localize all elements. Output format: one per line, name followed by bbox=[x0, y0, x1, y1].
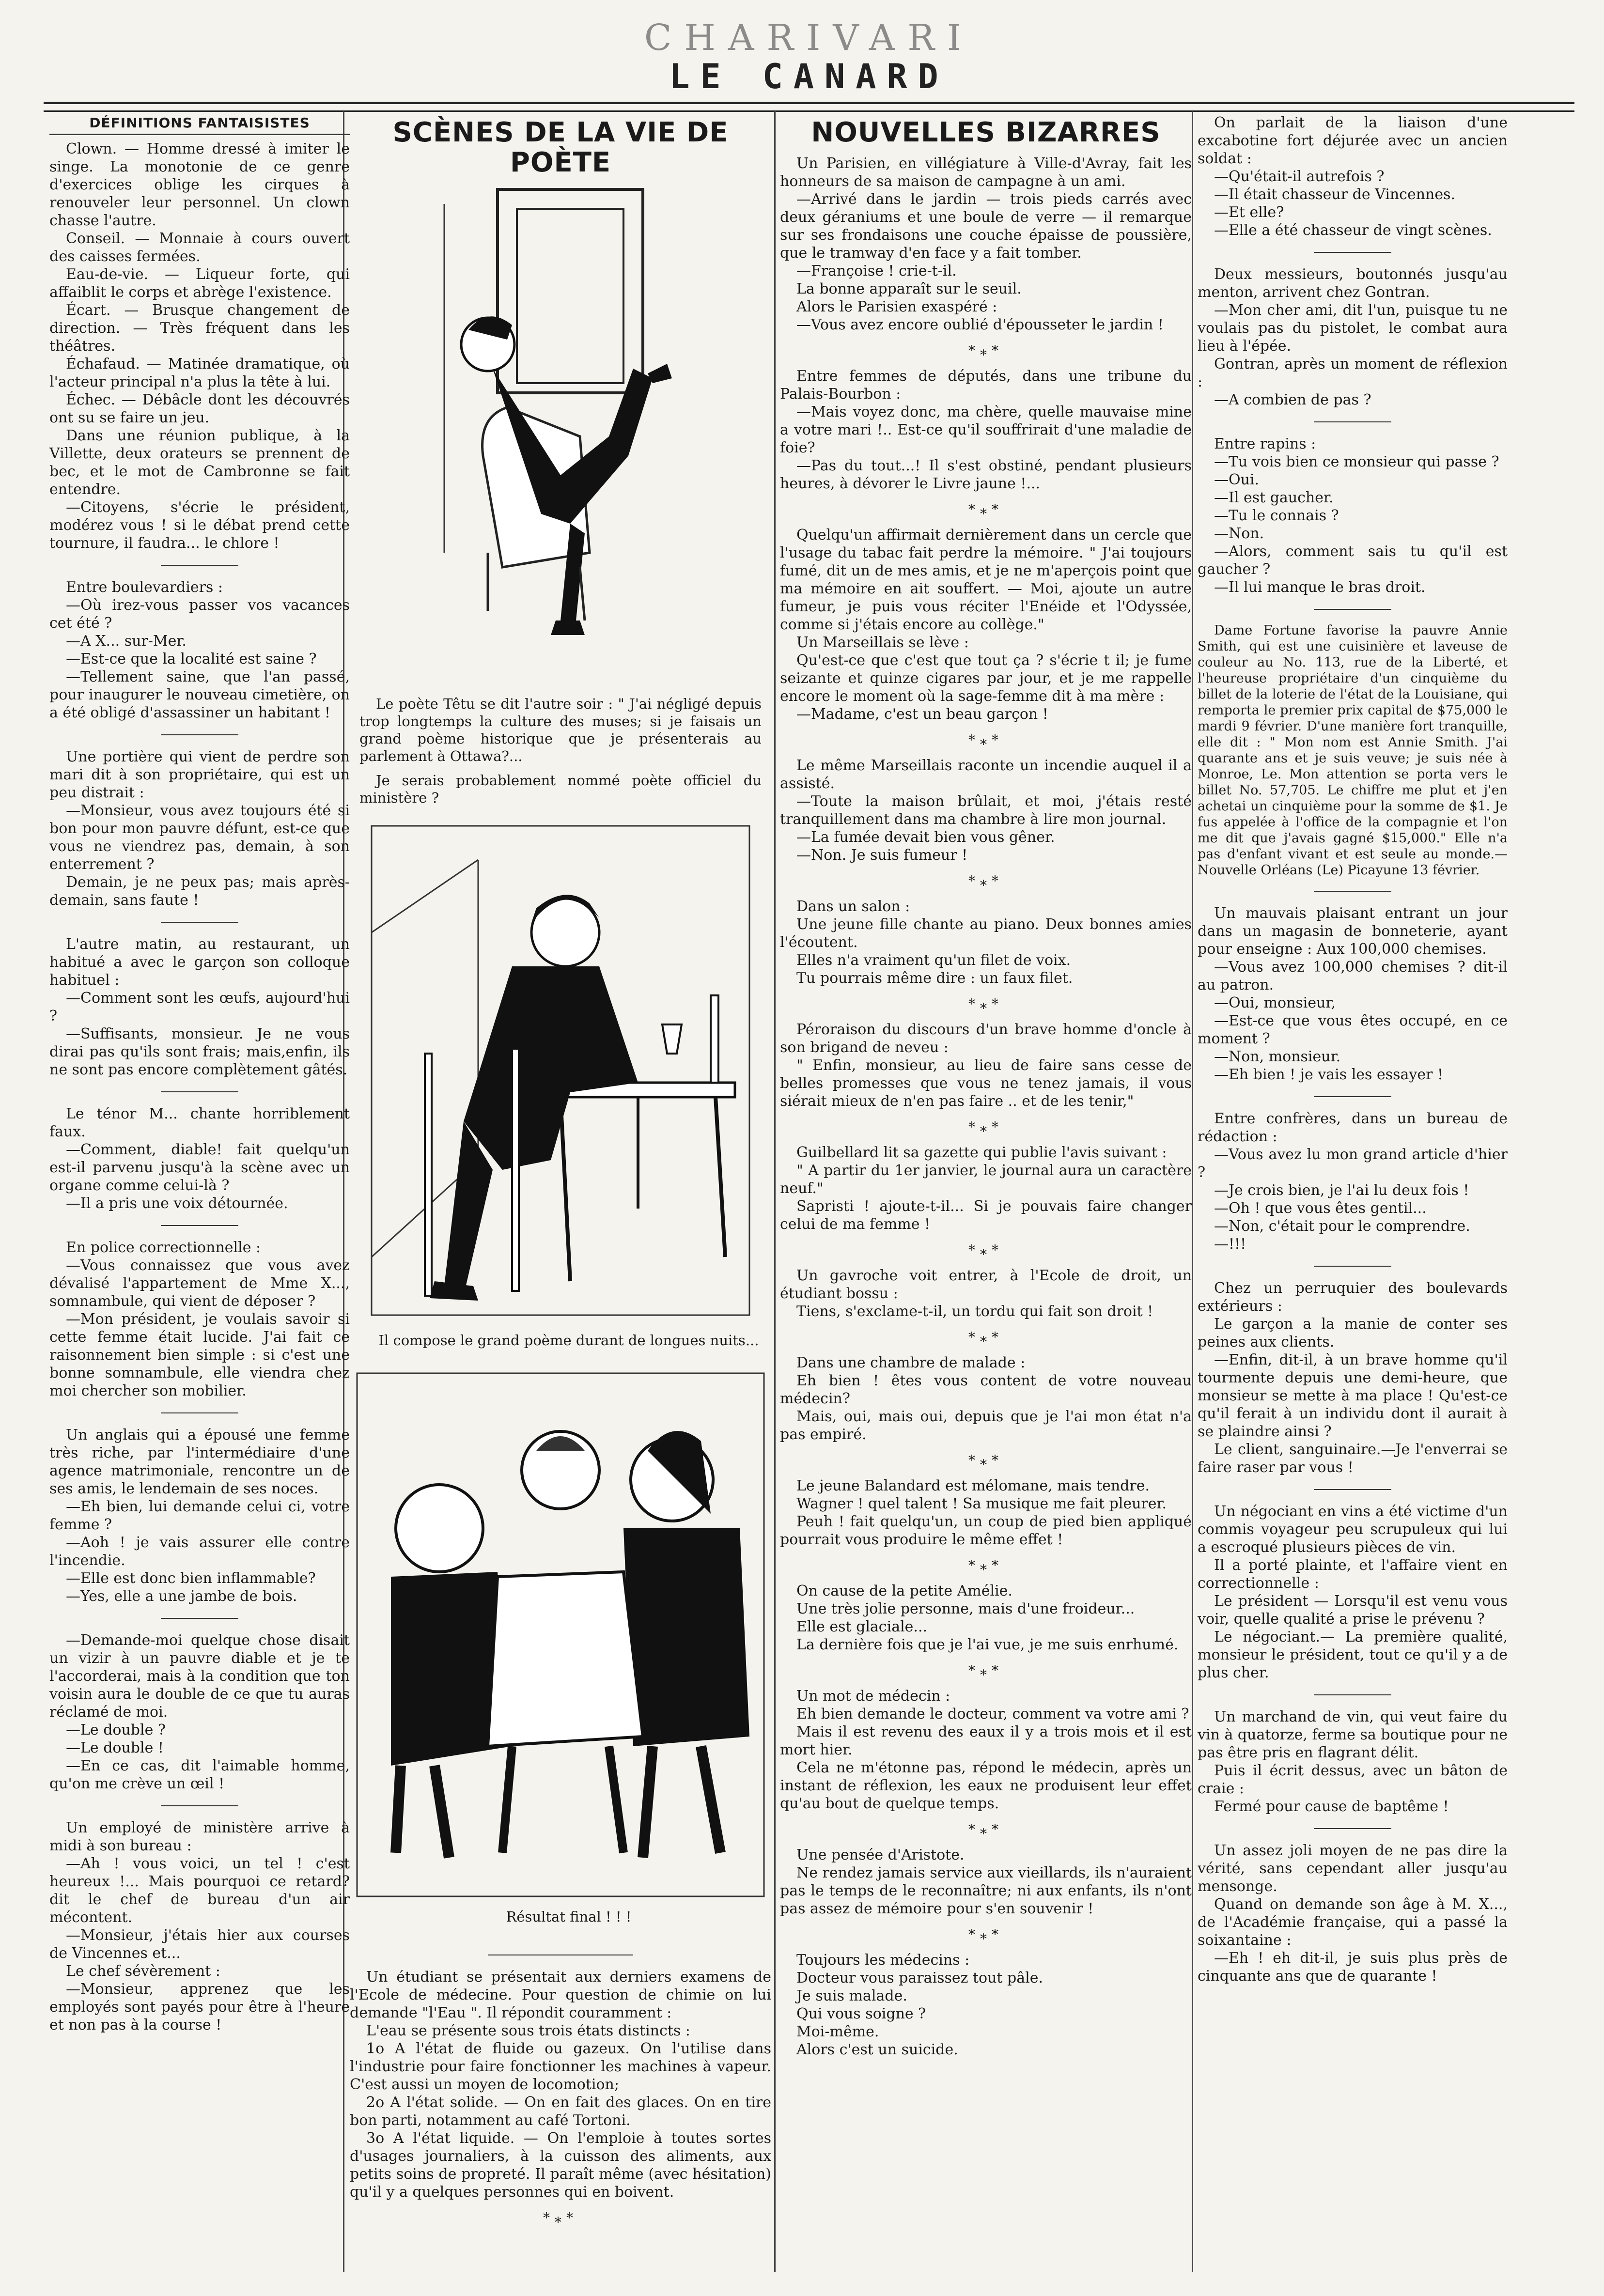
separator bbox=[1314, 609, 1391, 610]
student-text: 2o A l'état solide. — On en fait des glaces. On en tire bon parti, notamment au café Tortoni. bbox=[350, 2094, 771, 2129]
separator bbox=[1314, 1096, 1391, 1097]
anecdote-line: Tu pourrais même dire : un faux filet. bbox=[796, 970, 1073, 987]
anecdote-line: Chez un perruquier des boulevards extérieurs : bbox=[1198, 1280, 1508, 1315]
anecdote-line: —Qu'était-il autrefois ? bbox=[1214, 168, 1385, 185]
anecdote-line: Alors c'est un suicide. bbox=[796, 2041, 958, 2058]
anecdote-line: —Oh ! que vous êtes gentil... bbox=[1214, 1200, 1427, 1217]
stars-separator: *⁎* bbox=[968, 1242, 1003, 1258]
anecdote-line: La bonne apparaît sur le seuil. bbox=[796, 280, 1022, 297]
separator bbox=[1314, 421, 1391, 422]
caption-1b: Je serais probablement nommé poète officiel du ministère ? bbox=[359, 772, 762, 806]
anecdote-line: Un gavroche voit entrer, à l'Ecole de droit, un étudiant bossu : bbox=[780, 1267, 1192, 1302]
illustration-poet-desk bbox=[367, 821, 754, 1325]
anecdote-line: Puis il écrit dessus, avec un bâton de craie : bbox=[1198, 1762, 1508, 1797]
stars-separator: *⁎* bbox=[968, 1557, 1003, 1573]
separator bbox=[1314, 1489, 1391, 1490]
separator bbox=[1314, 1828, 1391, 1829]
anecdote-line: Le même Marseillais raconte un incendie auquel il a assisté. bbox=[780, 757, 1192, 792]
column-3-anecdotes bbox=[780, 155, 1192, 2059]
anecdote-line: —La fumée devait bien vous gêner. bbox=[796, 829, 1055, 846]
anecdote-line: Sapristi ! ajoute-t-il... Si je pouvais faire changer celui de ma femme ! bbox=[780, 1198, 1192, 1233]
anecdote-line: —Comment, diable! fait quelqu'un est-il parvenu jusqu'à la scène avec un organe comme celui-là ? bbox=[49, 1141, 350, 1194]
anecdote-line: —Non, monsieur. bbox=[1214, 1048, 1341, 1065]
separator bbox=[1314, 891, 1391, 892]
anecdote-line: Ne rendez jamais service aux vieillards, ils n'auraient pas le temps de le reconnaître; ni aux enfants, ils n'ont pas assez de mémoire pour s'en souvenir ! bbox=[780, 1864, 1192, 1917]
anecdote-line: —Il était chasseur de Vincennes. bbox=[1214, 186, 1456, 203]
anecdote-line: On parlait de la liaison d'une excabotine fort déjurée avec un ancien soldat : bbox=[1198, 114, 1508, 167]
anecdote-line: —Enfin, dit-il, à un brave homme qu'il tourmente depuis une demi-heure, que monsieur se mette à ma place ! Qu'est-ce qu'il ferait à un individu dont il aurait à se plaindre ainsi ? bbox=[1198, 1351, 1508, 1440]
anecdote-line: —Demande-moi quelque chose disait un vizir à un pauvre diable et je te l'accorderai, mais à la condition que ton voisin aura le double de ce que tu auras réclamé de moi. bbox=[49, 1632, 350, 1721]
anecdote-line: —Mais voyez donc, ma chère, quelle mauvaise mine a votre mari !.. Est-ce qu'il souffrirait d'une maladie de foie? bbox=[780, 403, 1192, 456]
stars-separator: *⁎* bbox=[968, 873, 1003, 889]
anecdote-line: Je suis malade. bbox=[796, 1987, 907, 2004]
column-1 bbox=[49, 114, 350, 2034]
masthead-title: LE CANARD bbox=[669, 57, 949, 96]
anecdote-line: —Non. Je suis fumeur ! bbox=[796, 847, 968, 864]
anecdote-line: —Vous connaissez que vous avez dévalisé l'appartement de Mme X..., somnambule, qui vient de déposer ? bbox=[49, 1257, 350, 1310]
anecdote-line: —Est-ce que la localité est saine ? bbox=[66, 651, 317, 667]
anecdote-line: Gontran, après un moment de réflexion : bbox=[1198, 356, 1508, 390]
anecdote-line: —Non, c'était pour le comprendre. bbox=[1214, 1218, 1470, 1235]
masthead-top-title: CHARIVARI bbox=[644, 17, 974, 59]
stars-separator: *⁎* bbox=[968, 1662, 1003, 1678]
stars-separator: *⁎* bbox=[968, 1329, 1003, 1345]
stars-separator: *⁎* bbox=[968, 732, 1003, 748]
column-3-heading: NOUVELLES BIZARRES bbox=[811, 117, 1161, 148]
caption-2: Il compose le grand poème durant de longues nuits... bbox=[378, 1332, 759, 1349]
definition: Eau-de-vie. — Liqueur forte, qui affaiblit le corps et abrège l'existence. bbox=[49, 266, 350, 301]
anecdote-line: —Mon président, je voulais savoir si cette femme était lucide. J'ai fait ce raisonnement bien simple : si c'est une bonne somnambule, elle viendra chez moi chercher son mobilier. bbox=[49, 1311, 350, 1399]
anecdote-line: L'autre matin, au restaurant, un habitué a avec le garçon son colloque habituel : bbox=[49, 936, 350, 989]
anecdote-line: —Eh ! eh dit-il, je suis plus près de cinquante ans que de quarante ! bbox=[1198, 1950, 1508, 1985]
anecdote-line: Eh bien demande le docteur, comment va votre ami ? bbox=[796, 1706, 1189, 1722]
anecdote-line: Toujours les médecins : bbox=[796, 1952, 970, 1969]
anecdote-line: Un employé de ministère arrive à midi à son bureau : bbox=[49, 1819, 350, 1854]
anecdote-line: —Toute la maison brûlait, et moi, j'étais resté tranquillement dans ma chambre à lire mon journal. bbox=[780, 793, 1192, 828]
anecdote-line: —A X... sur-Mer. bbox=[66, 633, 187, 650]
anecdote-line: —Vous avez encore oublié d'épousseter le jardin ! bbox=[796, 316, 1164, 333]
anecdote-line: Mais il est revenu des eaux il y a trois mois et il est mort hier. bbox=[780, 1723, 1192, 1758]
anecdote-line: —Françoise ! crie-t-il. bbox=[796, 263, 957, 279]
column-1-heading: DÉFINITIONS FANTAISISTES bbox=[49, 114, 350, 135]
anecdote-line: Le président — Lorsqu'il est venu vous voir, quelle qualité a prise le prévenu ? bbox=[1198, 1593, 1508, 1628]
masthead-rule bbox=[44, 102, 1574, 104]
anecdote-line: —Monsieur, apprenez que les employés sont payés pour être à l'heure et non pas à la course ! bbox=[49, 1981, 350, 2033]
anecdote-line: —Il lui manque le bras droit. bbox=[1214, 579, 1426, 596]
illustration-poet-armchair bbox=[425, 185, 696, 688]
anecdote-line: Qu'est-ce que c'est que tout ça ? s'écrie t il; je fume seizante et quinze cigares par jour, et je me rappelle encore le moment où la sage-femme dit à ma mère : bbox=[780, 652, 1192, 705]
anecdote-line: —Monsieur, j'étais hier aux courses de Vincennes et... bbox=[49, 1927, 350, 1962]
anecdote-line: Une jeune fille chante au piano. Deux bonnes amies l'écoutent. bbox=[780, 916, 1192, 951]
separator bbox=[161, 1412, 238, 1413]
anecdote-line: Qui vous soigne ? bbox=[796, 2005, 926, 2022]
separator bbox=[161, 1225, 238, 1226]
student-text: Un étudiant se présentait aux derniers examens de l'Ecole de médecine. Pour question de chimie on lui demande "l'Eau ". Il répondit couramment : bbox=[350, 1969, 771, 2021]
anecdote-line: Le chef sévèrement : bbox=[66, 1963, 220, 1980]
definition: Conseil. — Monnaie à cours ouvert des caisses fermées. bbox=[49, 230, 350, 265]
anecdote-line: —Est-ce que vous êtes occupé, en ce moment ? bbox=[1198, 1012, 1508, 1047]
stars-separator: *⁎* bbox=[968, 342, 1003, 358]
anecdote-line: —Oui, monsieur, bbox=[1214, 994, 1336, 1011]
anecdote-line: —Mon cher ami, dit l'un, puisque tu ne voulais pas du pistolet, le combat aura lieu à l'épée. bbox=[1198, 302, 1508, 355]
anecdote-line: —Madame, c'est un beau garçon ! bbox=[796, 706, 1048, 723]
anecdote-line: Docteur vous paraissez tout pâle. bbox=[796, 1970, 1043, 1986]
anecdote-line: " A partir du 1er janvier, le journal aura un caractère neuf." bbox=[780, 1162, 1192, 1197]
anecdote-line: —Tu le connais ? bbox=[1214, 507, 1339, 524]
separator bbox=[1314, 1694, 1391, 1695]
anecdote-line: Mais, oui, mais oui, depuis que je l'ai mon état n'a pas empiré. bbox=[780, 1408, 1192, 1443]
column-1-anecdotes bbox=[49, 427, 350, 2034]
masthead bbox=[44, 18, 1574, 106]
column-divider bbox=[1192, 111, 1193, 2272]
anecdote-line: —Alors, comment sais tu qu'il est gaucher ? bbox=[1198, 543, 1508, 578]
anecdote-line: Le ténor M... chante horriblement faux. bbox=[49, 1105, 350, 1140]
column-divider bbox=[774, 111, 776, 2272]
anecdote-line: —Monsieur, vous avez toujours été si bon pour mon pauvre défunt, est-ce que vous ne viendrez pas, demain, à son enterrement ? bbox=[49, 802, 350, 873]
anecdote-line: —Elle est donc bien inflammable? bbox=[66, 1570, 316, 1587]
separator bbox=[161, 734, 238, 735]
column-4-anecdotes bbox=[1198, 114, 1508, 1985]
anecdote-line: Cela ne m'étonne pas, répond le médecin, après un instant de réflexion, les eaux ne produisent leur effet qu'au bout de quelque temps. bbox=[780, 1759, 1192, 1812]
anecdote-line: —Où irez-vous passer vos vacances cet été ? bbox=[49, 597, 350, 632]
anecdote-line: Le client, sanguinaire.—Je l'enverrai se faire raser par vous ! bbox=[1198, 1441, 1508, 1476]
anecdote-line: Dans une réunion publique, à la Villette, deux orateurs se prennent de bec, et le mot de Cambronne se fait entendre. bbox=[49, 427, 350, 498]
stars-separator: *⁎* bbox=[543, 2210, 578, 2226]
anecdote-line: —Tellement saine, que l'an passé, pour inaugurer le nouveau cimetière, on a été obligé d'assassiner un habitant ! bbox=[49, 668, 350, 721]
anecdote-line: Un marchand de vin, qui veut faire du vin à quatorze, ferme sa boutique pour ne pas être pris en flagrant délit. bbox=[1198, 1708, 1508, 1761]
illustration-result-final bbox=[352, 1368, 769, 1901]
student-text: 1o A l'état de fluide ou gazeux. On l'utilise dans l'industrie pour faire fonctionner les machines à vapeur. C'est aussi un moyen de locomotion; bbox=[350, 2040, 771, 2093]
anecdote-line: Un mauvais plaisant entrant un jour dans un magasin de bonneterie, ayant pour enseigne : Aux 100,000 chemises. bbox=[1198, 905, 1508, 958]
anecdote-line: Elles n'a vraiment qu'un filet de voix. bbox=[796, 952, 1071, 969]
column-4 bbox=[1198, 114, 1508, 1985]
anecdote-line: Dame Fortune favorise la pauvre Annie Smith, qui est une cuisinière et laveuse de couleur au No. 113, rue de la Liberté, et l'heureuse propriétaire d'un cinquième du billet de la loterie de l'état de la Louisiane, qui remporta le premier prix capital de $75,000 le mardi 9 février. D'une manière fort tranquille, elle dit : " Mon nom est Annie Smith. J'ai quarante ans et je suis veuve; je suis née à Monroe, Le. Mon attention se porta vers le billet No. 57,705. Le chiffre me plut et j'en achetai un cinquième pour la somme de $1. Je fus appelée à l'office de la compagnie et l'on me dit que j'avais gagné $15,000." Elle n'a pas d'enfant vivant et est seule au monde.—Nouvelle Orléans (Le) Picayune 13 février. bbox=[1198, 623, 1508, 878]
anecdote-line: —Oui. bbox=[1214, 471, 1260, 488]
separator bbox=[1314, 252, 1391, 253]
separator bbox=[161, 565, 238, 566]
anecdote-line: —Le double ? bbox=[66, 1722, 166, 1738]
anecdote-line: Une portière qui vient de perdre son mari dit à son propriétaire, qui est un peu distrait : bbox=[49, 748, 350, 801]
caption-1: Le poète Têtu se dit l'autre soir : " J'ai négligé depuis trop longtemps la culture des muses; si je faisais un grand poème historique que je présenterais au parlement à Ottawa?... bbox=[359, 696, 762, 764]
anecdote-line: Dans une chambre de malade : bbox=[796, 1354, 1026, 1371]
anecdote-line: Un assez joli moyen de ne pas dire la vérité, sans cependant aller jusqu'au mensonge. bbox=[1198, 1842, 1508, 1895]
masthead-rule-thin bbox=[44, 110, 1574, 112]
anecdote-line: Entre boulevardiers : bbox=[66, 579, 223, 596]
anecdote-line: Tiens, s'exclame-t-il, un tordu qui fait son droit ! bbox=[796, 1303, 1153, 1320]
anecdote-line: —En ce cas, dit l'aimable homme, qu'on me crève un œil ! bbox=[49, 1757, 350, 1792]
anecdote-line: Deux messieurs, boutonnés jusqu'au menton, arrivent chez Gontran. bbox=[1198, 266, 1508, 301]
anecdote-line: —Ah ! vous voici, un tel ! c'est heureux !... Mais pourquoi ce retard? dit le chef de bureau d'un air mécontent. bbox=[49, 1855, 350, 1926]
anecdote-line: Quelqu'un affirmait dernièrement dans un cercle que l'usage du tabac fait perdre la mémoire. " J'ai toujours fumé, dit un de mes amis, et je ne m'aperçois point que ma mémoire en ait souffert. — Moi, ajoute un autre fumeur, je puis vous réciter l'Enéide et l'Odyssée, comme si j'étais encore au collège." bbox=[780, 527, 1192, 633]
anecdote-line: —Le double ! bbox=[66, 1739, 164, 1756]
anecdote-line: —Aoh ! je vais assurer elle contre l'incendie. bbox=[49, 1534, 350, 1569]
anecdote-line: —Suffisants, monsieur. Je ne vous dirai pas qu'ils sont frais; mais,enfin, ils ne sont pas encore complètement gâtés. bbox=[49, 1025, 350, 1078]
anecdote-line: Alors le Parisien exaspéré : bbox=[796, 298, 997, 315]
anecdote-line: —Pas du tout...! Il s'est obstiné, pendant plusieurs heures, à dévorer le Livre jaune !... bbox=[780, 457, 1192, 492]
anecdote-line: Guilbellard lit sa gazette qui publie l'avis suivant : bbox=[796, 1144, 1167, 1161]
anecdote-line: Wagner ! quel talent ! Sa musique me fait pleurer. bbox=[796, 1495, 1167, 1512]
anecdote-line: " Enfin, monsieur, au lieu de faire sans cesse de belles promesses que vous ne tenez jamais, il vous siérait mieux de n'en pas faire .. et de les tenir," bbox=[780, 1057, 1192, 1110]
anecdote-line: —Arrivé dans le jardin — trois pieds carrés avec deux géraniums et une boule de verre — il remarque sur ses frondaisons une couche épaisse de poussière, que le tramway d'en face y a fait tomber. bbox=[780, 191, 1192, 262]
anecdote-line: Un anglais qui a épousé une femme très riche, par l'intermédiaire d'une agence matrimoniale, rencontre un de ses amis, le lendemain de ses noces. bbox=[49, 1427, 350, 1497]
anecdote-line: —A combien de pas ? bbox=[1214, 391, 1371, 408]
separator bbox=[161, 922, 238, 923]
anecdote-line: Eh bien ! êtes vous content de votre nouveau médecin? bbox=[780, 1372, 1192, 1407]
anecdote-line: —Il a pris une voix détournée. bbox=[66, 1195, 288, 1212]
anecdote-line: Entre confrères, dans un bureau de rédaction : bbox=[1198, 1110, 1508, 1145]
anecdote-line: —Non. bbox=[1214, 525, 1264, 542]
anecdote-line: Un mot de médecin : bbox=[796, 1688, 950, 1705]
anecdote-line: —Et elle? bbox=[1214, 204, 1284, 221]
column-2-heading: SCÈNES DE LA VIE DE POÈTE bbox=[392, 117, 729, 178]
stars-separator: *⁎* bbox=[968, 501, 1003, 517]
column-2 bbox=[350, 114, 771, 2234]
anecdote-line: Dans un salon : bbox=[796, 898, 910, 915]
definition: Écart. — Brusque changement de direction. — Très fréquent dans les théâtres. bbox=[49, 302, 350, 355]
anecdote-line: Elle est glaciale... bbox=[796, 1618, 928, 1635]
definition: Clown. — Homme dressé à imiter le singe. La monotonie de ce genre d'exercices oblige les cirques à renouveler leur personnel. Un clown chasse l'autre. bbox=[49, 140, 350, 229]
anecdote-line: Entre femmes de députés, dans une tribune du Palais-Bourbon : bbox=[780, 368, 1192, 403]
anecdote-line: Le garçon a la manie de conter ses peines aux clients. bbox=[1198, 1316, 1508, 1350]
stars-separator: *⁎* bbox=[968, 1821, 1003, 1837]
anecdote-line: On cause de la petite Amélie. bbox=[796, 1582, 1012, 1599]
student-text: L'eau se présente sous trois états distincts : bbox=[366, 2022, 690, 2039]
anecdote-line: —Il est gaucher. bbox=[1214, 489, 1334, 506]
stars-separator: *⁎* bbox=[968, 1452, 1003, 1468]
anecdote-line: —Tu vois bien ce monsieur qui passe ? bbox=[1214, 453, 1499, 470]
definition: Échafaud. — Matinée dramatique, où l'acteur principal n'a plus la tête à lui. bbox=[49, 356, 350, 390]
anecdote-line: —Eh bien ! je vais les essayer ! bbox=[1214, 1066, 1444, 1083]
anecdote-line: Peuh ! fait quelqu'un, un coup de pied bien appliqué pourrait vous produire le même effet ! bbox=[780, 1513, 1192, 1548]
anecdote-line: Le négociant.— La première qualité, monsieur le président, tout ce qu'il y a de plus cher. bbox=[1198, 1629, 1508, 1681]
anecdote-line: Le jeune Balandard est mélomane, mais tendre. bbox=[796, 1477, 1150, 1494]
anecdote-line: —Comment sont les œufs, aujourd'hui ? bbox=[49, 990, 350, 1024]
anecdote-line: —Vous avez lu mon grand article d'hier ? bbox=[1198, 1146, 1508, 1181]
anecdote-line: Il a porté plainte, et l'affaire vient en correctionnelle : bbox=[1198, 1557, 1508, 1592]
anecdote-line: Fermé pour cause de baptême ! bbox=[1214, 1798, 1449, 1815]
anecdote-line: —Elle a été chasseur de vingt scènes. bbox=[1214, 222, 1492, 239]
separator bbox=[161, 1618, 238, 1619]
anecdote-line: Une très jolie personne, mais d'une froideur... bbox=[796, 1600, 1135, 1617]
anecdote-line: —Citoyens, s'écrie le président, modérez vous ! si le débat prend cette tournure, il faudra... le chlore ! bbox=[49, 499, 350, 552]
column-3 bbox=[780, 114, 1192, 2059]
anecdote-line: Un Parisien, en villégiature à Ville-d'Avray, fait les honneurs de sa maison de campagne à un ami. bbox=[780, 155, 1192, 190]
caption-3: Résultat final ! ! ! bbox=[506, 1908, 632, 1925]
anecdote-line: Demain, je ne peux pas; mais après-demain, sans faute ! bbox=[49, 874, 350, 909]
student-text: 3o A l'état liquide. — On l'emploie à toutes sortes d'usages journaliers, à la cuisson des aliments, aux petits soins de propreté. Il paraît même (avec hésitation) qu'il y a quelques personnes qui en boivent. bbox=[350, 2130, 771, 2201]
anecdote-line: —Eh bien, lui demande celui ci, votre femme ? bbox=[49, 1498, 350, 1533]
anecdote-line: Une pensée d'Aristote. bbox=[796, 1846, 965, 1863]
anecdote-line: Un négociant en vins a été victime d'un commis voyageur peu scrupuleux qui lui a escroqué plusieurs pièces de vin. bbox=[1198, 1503, 1508, 1556]
anecdote-line: —Vous avez 100,000 chemises ? dit-il au patron. bbox=[1198, 959, 1508, 993]
anecdote-line: Péroraison du discours d'un brave homme d'oncle à son brigand de neveu : bbox=[780, 1021, 1192, 1056]
anecdote-line: Moi-même. bbox=[796, 2023, 879, 2040]
anecdote-line: En police correctionnelle : bbox=[66, 1239, 261, 1256]
anecdote-line: Entre rapins : bbox=[1214, 435, 1316, 452]
anecdote-line: —Yes, elle a une jambe de bois. bbox=[66, 1588, 297, 1605]
stars-separator: *⁎* bbox=[968, 1119, 1003, 1135]
separator bbox=[161, 1091, 238, 1092]
anecdote-line: —!!! bbox=[1214, 1236, 1246, 1253]
definition: Échec. — Débâcle dont les découvrés ont su se faire un jeu. bbox=[49, 391, 350, 426]
anecdote-line: La dernière fois que je l'ai vue, je me suis enrhumé. bbox=[796, 1636, 1179, 1653]
separator bbox=[161, 1805, 238, 1806]
stars-separator: *⁎* bbox=[968, 1926, 1003, 1942]
anecdote-line: —Je crois bien, je l'ai lu deux fois ! bbox=[1214, 1182, 1469, 1199]
anecdote-line: Quand on demande son âge à M. X..., de l'Académie française, qui a passé la soixantaine : bbox=[1198, 1896, 1508, 1949]
anecdote-line: Un Marseillais se lève : bbox=[796, 634, 969, 651]
stars-separator: *⁎* bbox=[968, 996, 1003, 1012]
separator bbox=[1314, 1266, 1391, 1267]
